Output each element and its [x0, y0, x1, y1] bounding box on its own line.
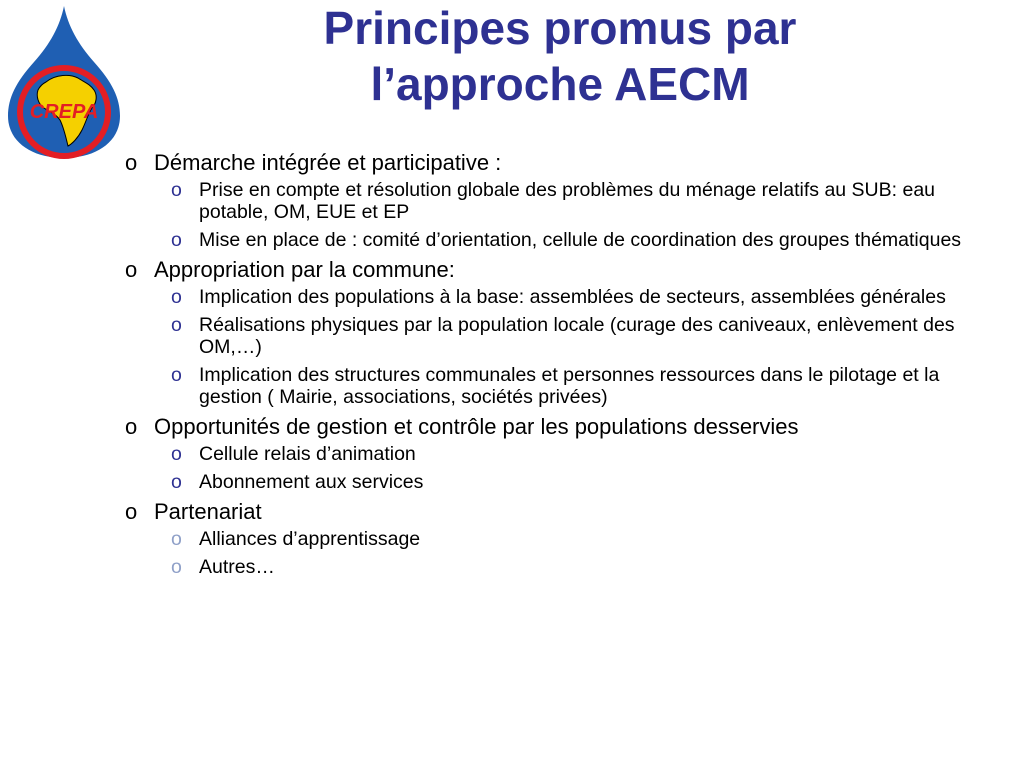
sub-bullet-marker: o	[171, 528, 182, 550]
sub-bullet-text: Autres…	[199, 556, 275, 578]
sub-bullet-text: Abonnement aux services	[199, 471, 424, 493]
title-line-2: l’approche AECM	[370, 58, 750, 110]
sub-bullet-text: Implication des structures communales et personnes ressources dans le pilotage et la gestion ( Mairie, associations, sociétés privées)	[199, 364, 940, 408]
sub-bullet-marker: o	[171, 471, 182, 493]
sub-bullet-text: Réalisations physiques par la population locale (curage des caniveaux, enlèvement des OM,…)	[199, 314, 955, 358]
sub-bullet-text: Cellule relais d’animation	[199, 443, 416, 465]
sub-bullet-list	[154, 179, 1000, 251]
logo-text: CREPA	[29, 101, 99, 123]
bullet-partenariat	[120, 499, 1000, 578]
sub-bullet-marker: o	[171, 314, 182, 336]
slide-content	[120, 150, 1000, 584]
bullet-marker: o	[125, 499, 138, 524]
bullet-appropriation	[120, 257, 1000, 408]
bullet-text: Appropriation par la commune:	[154, 257, 455, 282]
sub-bullet-text: Mise en place de : comité d’orientation, cellule de coordination des groupes thématiques	[199, 229, 962, 251]
sub-bullet-list	[154, 286, 1000, 408]
bullet-text: Partenariat	[154, 499, 262, 524]
bullet-marker: o	[125, 257, 138, 282]
sub-bullet-item	[154, 179, 1000, 223]
title-line-1: Principes promus par	[323, 2, 797, 54]
sub-bullet-item	[154, 229, 1000, 251]
sub-bullet-list	[154, 528, 1000, 578]
sub-bullet-list	[154, 443, 1000, 493]
sub-bullet-marker: o	[171, 443, 182, 465]
sub-bullet-item	[154, 286, 1000, 308]
sub-bullet-item	[154, 443, 1000, 465]
slide-title	[150, 0, 970, 112]
bullet-text: Opportunités de gestion et contrôle par les populations desservies	[154, 414, 799, 439]
sub-bullet-marker: o	[171, 229, 182, 251]
sub-bullet-text: Prise en compte et résolution globale des problèmes du ménage relatifs au SUB: eau potable, OM, EUE et EP	[199, 179, 936, 223]
sub-bullet-marker: o	[171, 179, 182, 201]
sub-bullet-text: Alliances d’apprentissage	[199, 528, 421, 550]
sub-bullet-item	[154, 314, 1000, 358]
bullet-marker: o	[125, 150, 138, 175]
bullet-marker: o	[125, 414, 138, 439]
sub-bullet-item	[154, 528, 1000, 550]
bullet-opportunites	[120, 414, 1000, 493]
sub-bullet-item	[154, 471, 1000, 493]
sub-bullet-item	[154, 556, 1000, 578]
sub-bullet-marker: o	[171, 364, 182, 386]
main-bullet-list	[120, 150, 1000, 578]
bullet-text: Démarche intégrée et participative :	[154, 150, 502, 175]
sub-bullet-item	[154, 364, 1000, 408]
sub-bullet-marker: o	[171, 286, 182, 308]
sub-bullet-marker: o	[171, 556, 182, 578]
sub-bullet-text: Implication des populations à la base: assemblées de secteurs, assemblées générales	[199, 286, 946, 308]
bullet-demarche	[120, 150, 1000, 251]
crepa-logo	[6, 4, 122, 160]
